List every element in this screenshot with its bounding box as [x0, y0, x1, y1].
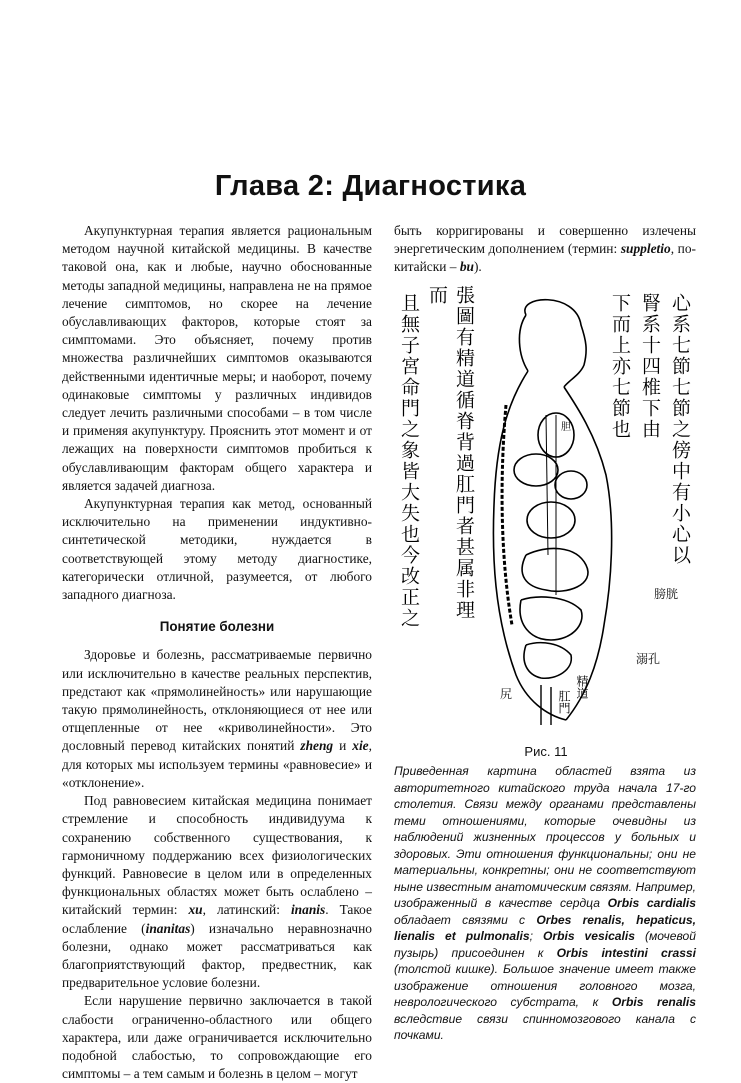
text-span: Под равновесием китайская медицина понимает стремление и способность индивидуума к сохранению собственного существования, к гармоничному поддержанию всех физиологических функций. Равновесие в целом или в определенных функциональных областях может быть ослаблено – китайский термин:	[62, 793, 372, 918]
text-span: (толстой кишке). Большое значение имеет также изображение отношения головного мозга, неврологического субстрата, к	[394, 962, 696, 1009]
term-bold: Orbis renalis	[611, 995, 696, 1009]
text-span: ;	[529, 929, 543, 943]
text-span: , по-китайски –	[394, 241, 696, 275]
body-illustration	[456, 295, 626, 735]
right-column-text	[394, 222, 696, 277]
anatomical-figure	[396, 285, 696, 735]
paragraph-4	[62, 792, 372, 992]
side-label: 尻	[500, 687, 513, 701]
cjk-column-5: 張圖有精道循脊背過肛門者甚属非理而	[426, 285, 475, 621]
term-bold: Orbis vesicalis	[542, 929, 635, 943]
paragraph-5: Если нарушение первично заключается в такой слабости ограниченно-областного или общего характера, или даже ограничивается исключительно подобной слабостью, то сопровождающие его симптомы – а тем самым и болезнь в целом – могут	[62, 993, 372, 1082]
text-span: . Такое ослабление (	[62, 902, 372, 936]
term-zheng: zheng	[300, 738, 334, 754]
text-span: обладает связями с	[394, 912, 537, 927]
organ-label: 胆	[561, 422, 571, 433]
cjk-column-2: 腎系十四椎下由	[639, 293, 661, 440]
term-bold: Orbes renalis, hepaticus, lienalis et pulmonalis	[394, 912, 696, 943]
left-column	[62, 222, 372, 1083]
term-inanis: inanis	[290, 902, 326, 918]
text-span: , латинский:	[202, 902, 291, 918]
figure-description	[394, 763, 696, 1044]
side-label: 肛門	[557, 690, 571, 714]
text-span: (мочевой пузырь) присоединен к	[394, 929, 696, 960]
side-label: 精道	[575, 675, 589, 699]
text-span: ) изначально неравнозначно болезни, однако может рассматриваться как благоприятствующий фактор, предвестник, как предварительное условие болезни.	[62, 920, 372, 991]
intro-paragraph-2: Акупунктурная терапия как метод, основанный исключительно на применении индуктивно-синтетической методики, нуждается в соответствующей этому методу диагностике, категорически отличной, разумеется, от любого западного диагноза.	[62, 496, 372, 603]
side-label: 膀胱	[654, 587, 679, 601]
text-span: Приведенная картина областей взята из авторитетного китайского труда начала 17-го столетия. Связи между органами представлены теми отношениями, которые очевидны из наблюдений жизненных процессов у больных и здоровых. Эти отношения функциональны; они не материальны, конкретны; они не соответствуют ныне известным анатомическим связям. Например, изображенный в качестве сердца	[394, 764, 696, 910]
term-xu: xu	[188, 902, 203, 918]
term-bu: bu	[459, 259, 474, 275]
cjk-column-1: 心系七節七節之傍中有小心以	[669, 293, 691, 566]
term-bold: Orbis intestini crassi	[556, 945, 697, 960]
text-span: вследствие связи спинномозгового канала с почками.	[394, 1011, 696, 1042]
term-xie: xie	[352, 738, 369, 754]
figure-label: Рис. 11	[524, 744, 568, 759]
side-label: 溺孔	[636, 652, 661, 666]
term-inanitas: inanitas	[145, 920, 191, 936]
intro-paragraph-1: Акупунктурная терапия является рациональным методом научной китайской медицины. В качестве таковой она, как и любые, научно обоснованные методы западной медицины, направлена не на прямое лечение симптомов, но скорее на лечение обуславливающих факторов, которые стоят за симптомами. Это объясняет, почему против множества различнейших симптомов оказываются действенными идентичные меры; и наоборот, почему одинаковые симптомы у различных индивидов следует лечить различными способами – в том числе и применяя акупунктуру. Прояснить этот момент и от лежащих на поверхности симптомов пробиться к обуславливающим факторам общего характера и является задачей диагноза.	[62, 223, 372, 493]
chapter-title: Глава 2: Диагностика	[214, 170, 527, 202]
paragraph-3	[62, 646, 372, 792]
term-suppletio: suppletio	[620, 241, 671, 257]
text-span: ).	[473, 259, 482, 275]
text-span: Здоровье и болезнь, рассматриваемые первично или исключительно в качестве реальных перспектив, предстают как «прямолинейность» или нарушающие такую прямолинейность, отклоняющиеся от нее или отщепленные от нее «криволинейности». Это дословный перевод китайских понятий	[62, 647, 372, 754]
text-span: быть корригированы и совершенно излечены энергетическим дополнением (термин:	[394, 223, 696, 257]
text-span: , для которых мы используем термины «равновесие» и «отклонение».	[62, 738, 372, 790]
cjk-column-3: 下而上亦七節也	[609, 293, 631, 440]
section-title: Понятие болезни	[159, 619, 275, 635]
term-bold: Orbis cardialis	[607, 896, 696, 910]
text-span: и	[333, 738, 353, 754]
continuation-paragraph	[394, 222, 696, 277]
cjk-column-4: 且無子宮命門之象皆大失也今改正之	[398, 293, 420, 629]
